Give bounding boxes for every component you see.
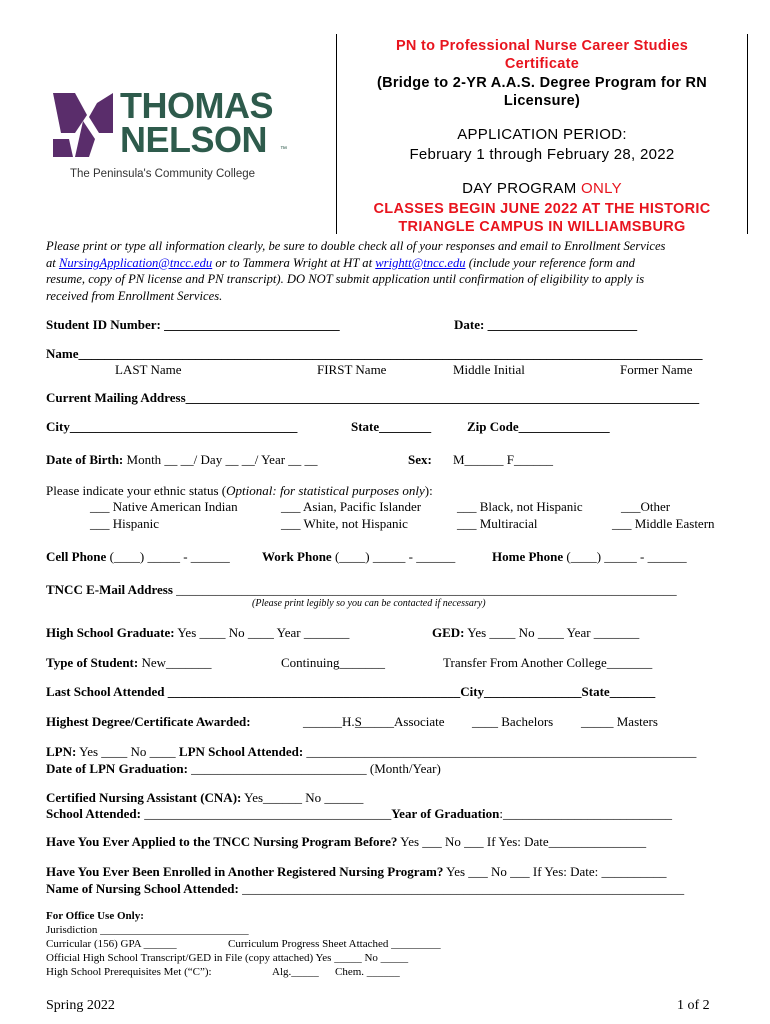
nursing-school-value: ____________________________________________________________________ — [238, 881, 685, 896]
ged-value: Yes ____ No ____ Year _______ — [464, 625, 640, 640]
type-of-student-label: Type of Student: — [46, 655, 139, 670]
sex-field[interactable]: M______ F______ — [453, 452, 554, 467]
lpn-school-value: ____________________________________________________________ — [303, 744, 697, 759]
cna-year-label: Year of Graduation — [391, 806, 500, 821]
program-subtitle-line2: Licensure) — [503, 93, 581, 109]
home-phone-field[interactable] — [492, 549, 687, 565]
first-name-label: FIRST Name — [317, 362, 387, 377]
ethnic-white-option[interactable]: ___ White, not Hispanic — [281, 516, 408, 531]
applied-before-label: Have You Ever Applied to the TNCC Nursing Program Before? — [46, 834, 398, 849]
ethnic-other-option[interactable]: ___Other — [621, 499, 671, 514]
date-of-birth-value: Month __ __/ Day __ __/ Year __ __ — [123, 452, 318, 467]
city-field[interactable]: City___________________________________ — [46, 419, 298, 434]
former-name-label: Former Name — [620, 362, 693, 377]
lpn-field[interactable] — [46, 744, 746, 760]
enrolled-before-label: Have You Ever Been Enrolled in Another Registered Nursing Program? — [46, 864, 444, 879]
applied-before-field[interactable] — [46, 834, 646, 850]
ethnic-middle-eastern-option[interactable]: ___ Middle Eastern — [612, 516, 715, 531]
tncc-email-label: TNCC E-Mail Address — [46, 582, 173, 597]
lpn-graduation-label: Date of LPN Graduation: — [46, 761, 188, 776]
instructions-line1: Please print or type all information clearly, be sure to double check all of your responses and email to Enrollment Services — [46, 239, 666, 253]
program-subtitle-line1: (Bridge to 2-YR A.A.S. Degree Program for RN — [376, 75, 708, 91]
only-label: ONLY — [580, 180, 622, 197]
cna-school-value: ______________________________________ — [140, 806, 392, 821]
application-period-label: APPLICATION PERIOD: — [457, 126, 627, 143]
day-program-line — [337, 180, 747, 198]
student-id-field[interactable]: Student ID Number: ___________________________ — [46, 317, 340, 332]
applied-before-value: Yes ___ No ___ If Yes: Date_______________ — [397, 834, 647, 849]
logo-name-line2: NELSON — [120, 119, 268, 160]
logo-trademark: ™ — [280, 146, 287, 153]
mailing-address-field[interactable]: Current Mailing Address_______________________________________________________________________________ — [46, 390, 700, 405]
instructions-line2-a: at — [46, 255, 59, 270]
footer-term: Spring 2022 — [46, 998, 115, 1013]
enrolled-before-field[interactable] — [46, 864, 667, 880]
home-phone-label: Home Phone — [492, 549, 564, 564]
degree-associate-option[interactable]: ______Associate — [355, 714, 445, 729]
work-phone-field[interactable] — [262, 549, 455, 565]
lpn-graduation-field[interactable] — [46, 761, 441, 777]
high-school-graduate-field[interactable] — [46, 625, 349, 641]
ethnic-status-prompt — [46, 483, 433, 499]
tncc-email-field[interactable] — [46, 582, 736, 598]
date-of-birth-label: Date of Birth: — [46, 452, 124, 467]
email-note: (Please print legibly so you can be contacted if necessary) — [252, 598, 486, 609]
ethnic-prompt-optional: Optional: for statistical purposes only — [226, 483, 425, 498]
cell-phone-value: (____) _____ - ______ — [106, 549, 230, 564]
ethnic-hispanic-option[interactable]: ___ Hispanic — [90, 516, 159, 531]
type-new-option: New_______ — [138, 655, 212, 670]
program-title-line2: Certificate — [504, 56, 580, 72]
last-name-label: LAST Name — [115, 362, 182, 377]
tncc-email-value: _____________________________________________________________________________ — [172, 582, 677, 597]
college-logo — [50, 85, 295, 188]
jurisdiction-field: Jurisdiction ___________________________ — [46, 924, 249, 936]
transcript-field: Official High School Transcript/GED in File (copy attached) Yes _____ No _____ — [46, 952, 409, 964]
home-phone-value: (____) _____ - ______ — [563, 549, 687, 564]
application-period-dates: February 1 through February 28, 2022 — [409, 146, 675, 163]
program-title-line1: PN to Professional Nurse Career Studies — [395, 38, 689, 54]
instructions-line3: resume, copy of PN license and PN transcript). DO NOT submit application until confirmation of eligibility to apply is — [46, 272, 645, 286]
cna-field[interactable] — [46, 790, 363, 806]
ethnic-asian-option[interactable]: ___ Asian, Pacific Islander — [281, 499, 422, 514]
ethnic-prompt-a: Please indicate your ethnic status ( — [46, 483, 227, 498]
instructions-paragraph — [46, 238, 746, 304]
cell-phone-field[interactable] — [46, 549, 230, 565]
footer-page-number: 1 of 2 — [677, 998, 710, 1013]
cna-label: Certified Nursing Assistant (CNA): — [46, 790, 242, 805]
nursing-application-email-link[interactable]: NursingApplication@tncc.edu — [58, 255, 213, 270]
office-use-title: For Office Use Only: — [46, 910, 144, 922]
lpn-label: LPN: — [46, 744, 77, 759]
instructions-line2-b: or to Tammera Wright at HT at — [212, 255, 376, 270]
date-of-birth-field[interactable] — [46, 452, 318, 468]
prerequisites-label: High School Prerequisites Met (“C”): — [46, 966, 212, 978]
ethnic-native-american-option[interactable]: ___ Native American Indian — [90, 499, 238, 514]
enrolled-before-value: Yes ___ No ___ If Yes: Date: __________ — [443, 864, 667, 879]
type-continuing-option[interactable]: Continuing_______ — [281, 655, 386, 670]
algebra-field: Alg._____ — [272, 966, 319, 978]
ethnic-prompt-c: ): — [424, 483, 433, 498]
degree-bachelors-option[interactable]: ____ Bachelors — [472, 714, 554, 729]
type-transfer-option[interactable]: Transfer From Another College_______ — [443, 655, 653, 670]
ethnic-black-option[interactable]: ___ Black, not Hispanic — [457, 499, 583, 514]
work-phone-label: Work Phone — [262, 549, 332, 564]
type-of-student-field[interactable] — [46, 655, 212, 671]
nursing-school-label: Name of Nursing School Attended: — [46, 881, 239, 896]
gpa-field: Curricular (156) GPA ______ — [46, 938, 177, 950]
progress-sheet-field: Curriculum Progress Sheet Attached _________ — [228, 938, 441, 950]
instructions-line2-c: (include your reference form and — [465, 255, 635, 270]
cna-school-label: School Attended: — [46, 806, 141, 821]
cell-phone-label: Cell Phone — [46, 549, 107, 564]
cna-school-field[interactable] — [46, 806, 746, 822]
header-box — [336, 34, 748, 234]
ged-label: GED: — [432, 625, 465, 640]
wright-email-link[interactable]: wrightt@tncc.edu — [375, 255, 466, 270]
chemistry-field: Chem. ______ — [335, 966, 400, 978]
day-program-label: DAY PROGRAM — [462, 180, 577, 197]
lpn-school-label: LPN School Attended: — [178, 744, 304, 759]
lpn-value: Yes ____ No ____ — [76, 744, 179, 759]
cna-year-value: :__________________________ — [499, 806, 672, 821]
lpn-graduation-value: ___________________________ — [187, 761, 370, 776]
cna-value: Yes______ No ______ — [241, 790, 364, 805]
classes-begin-line1: CLASSES BEGIN JUNE 2022 AT THE HISTORIC — [373, 201, 711, 217]
name-field[interactable]: Name________________________________________________________________________________________________ — [46, 346, 703, 361]
degree-hs-option[interactable]: ______H.S — [303, 714, 362, 729]
nursing-school-field[interactable] — [46, 881, 736, 897]
lpn-graduation-format: (Month/Year) — [369, 761, 441, 776]
ethnic-multiracial-option[interactable]: ___ Multiracial — [457, 516, 538, 531]
instructions-line4: received from Enrollment Services. — [46, 288, 223, 303]
degree-masters-option[interactable]: _____ Masters — [581, 714, 658, 729]
ged-field[interactable] — [432, 625, 639, 641]
logo-name-line1: THOMAS — [120, 85, 273, 126]
last-school-attended-field[interactable]: Last School Attended _____________________________________________City_______________State_______ — [46, 684, 656, 699]
high-school-graduate-value: Yes ____ No ____ Year _______ — [174, 625, 350, 640]
logo-tagline: The Peninsula's Community College — [70, 168, 256, 180]
highest-degree-label: Highest Degree/Certificate Awarded: — [46, 714, 251, 729]
thomas-nelson-logo-mark-icon — [53, 93, 113, 157]
work-phone-value: (____) _____ - ______ — [331, 549, 456, 564]
sex-label: Sex: — [408, 452, 432, 467]
date-field[interactable]: Date: _______________________ — [454, 317, 638, 332]
high-school-graduate-label: High School Graduate: — [46, 625, 175, 640]
state-field[interactable]: State________ — [351, 419, 432, 434]
classes-begin-line2: TRIANGLE CAMPUS IN WILLIAMSBURG — [398, 219, 686, 235]
middle-initial-label: Middle Initial — [453, 362, 525, 377]
zip-code-field[interactable]: Zip Code______________ — [467, 419, 610, 434]
